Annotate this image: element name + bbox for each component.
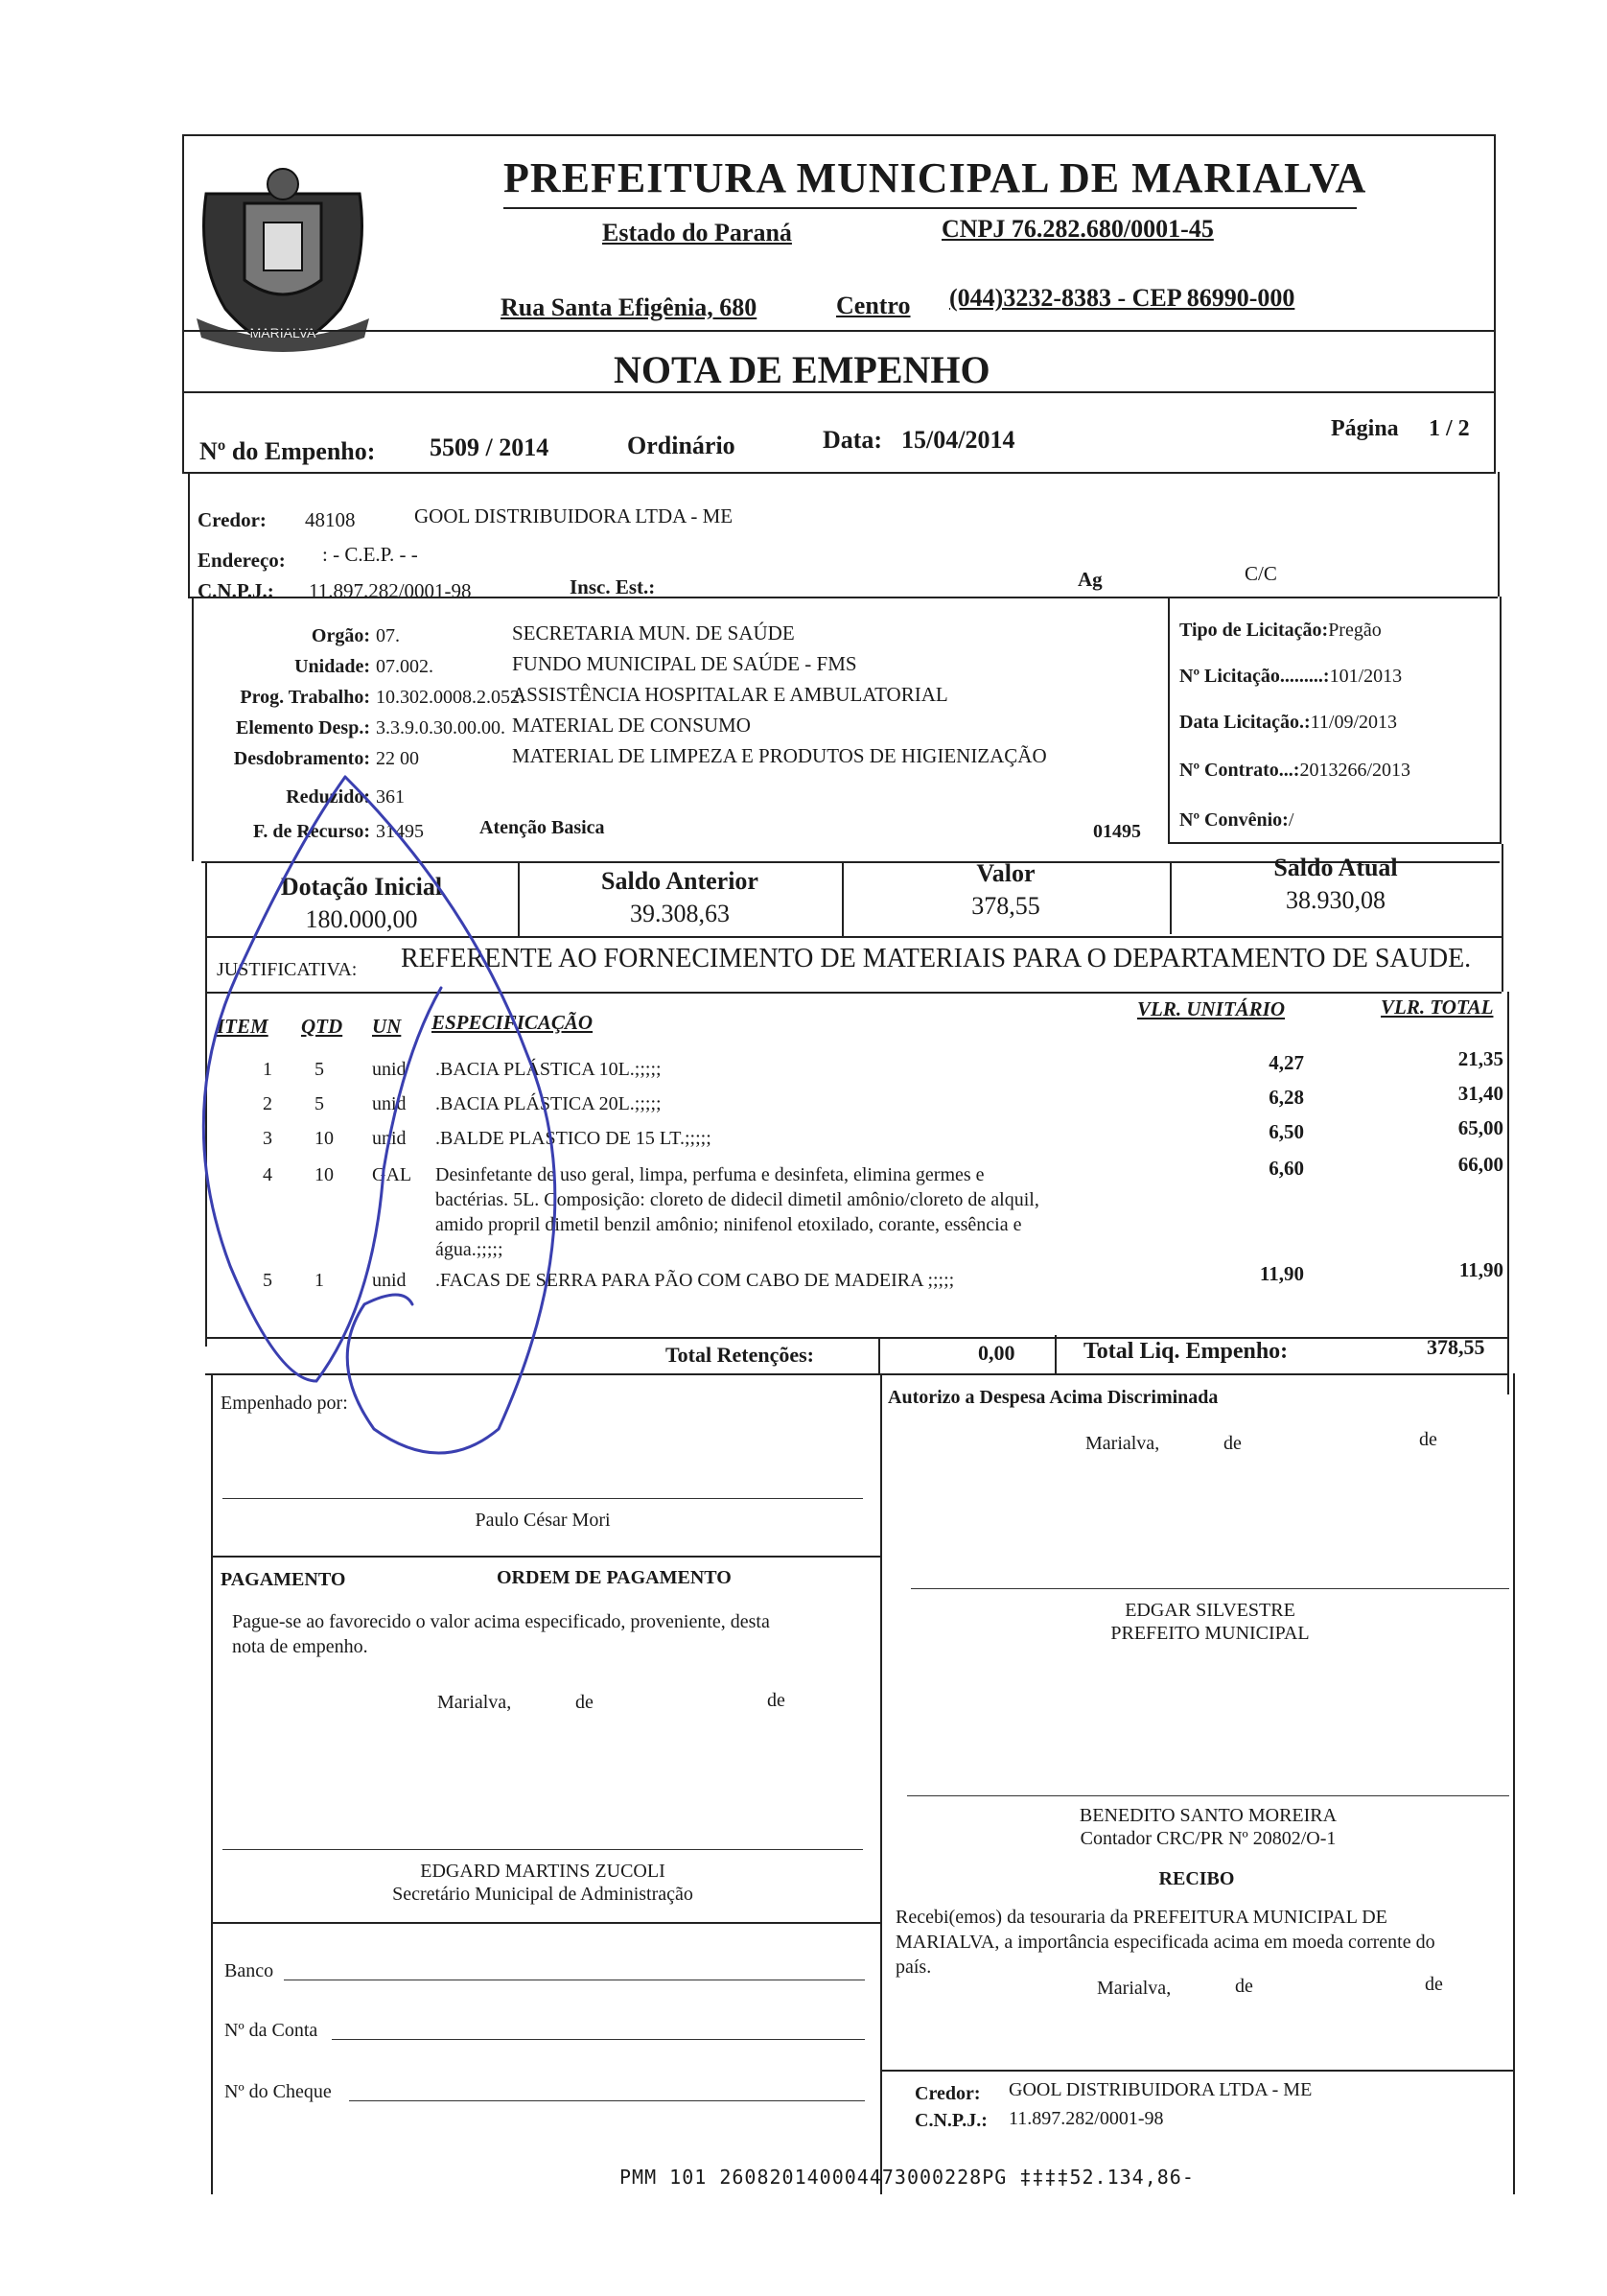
budget-label: F. de Recurso:: [252, 821, 370, 842]
bid-row: [1179, 809, 1293, 832]
pague-text-1: Pague-se ao favorecido o valor acima especificado, proveniente, desta: [232, 1611, 770, 1632]
item-qty: 10: [314, 1128, 334, 1149]
secretario-title: Secretário Municipal de Administração: [392, 1884, 693, 1905]
col-unit-price: VLR. UNITÁRIO: [1137, 997, 1286, 1020]
bid-row: [1179, 620, 1382, 642]
recibo-place: Marialva,: [1097, 1978, 1172, 1999]
autorizo-label: Autorizo a Despesa Acima Discriminada: [888, 1387, 1219, 1408]
budget-desc: ASSISTÊNCIA HOSPITALAR E AMBULATORIAL: [512, 683, 948, 706]
prefeito-title: PREFEITO MUNICIPAL: [1110, 1623, 1310, 1644]
pagamento-label: PAGAMENTO: [221, 1569, 346, 1590]
cheque-number-label: Nº do Cheque: [224, 2081, 332, 2102]
budget-label: Prog. Trabalho:: [240, 687, 370, 708]
justification-text: REFERENTE AO FORNECIMENTO DE MATERIAIS PARA O DEPARTAMENTO DE SAUDE.: [401, 944, 1472, 973]
pague-de-1: de: [575, 1692, 594, 1713]
recibo-de-1: de: [1235, 1976, 1253, 1997]
contador-title: Contador CRC/PR Nº 20802/O-1: [1080, 1828, 1337, 1849]
account-number-label: Nº da Conta: [224, 2020, 318, 2041]
item-number: 2: [263, 1093, 272, 1114]
state-name: Estado do Paraná: [602, 219, 792, 246]
ordem-pagamento-label: ORDEM DE PAGAMENTO: [497, 1567, 732, 1588]
retencoes-value: 0,00: [978, 1341, 1015, 1365]
autorizo-de-1: de: [1223, 1433, 1242, 1454]
budget-desc: FUNDO MUNICIPAL DE SAÚDE - FMS: [512, 652, 857, 675]
item-unit-price: 4,27: [1269, 1051, 1304, 1074]
creditor-code: 48108: [305, 508, 356, 531]
empenho-date: 15/04/2014: [901, 426, 1015, 454]
item-unit-price: 6,60: [1269, 1157, 1304, 1180]
item-unit: unid: [372, 1059, 407, 1080]
pague-place: Marialva,: [437, 1692, 512, 1713]
item-qty: 5: [314, 1093, 324, 1114]
item-spec-line: Desinfetante de uso geral, limpa, perfuma e desinfeta, elimina germes e: [435, 1164, 985, 1185]
recibo-text-1: Recebi(emos) da tesouraria da PREFEITURA MUNICIPAL DE: [896, 1907, 1387, 1928]
insc-est-label: Insc. Est.:: [570, 575, 656, 598]
saldo-anterior-value: 39.308,63: [630, 900, 730, 927]
dotacao-value: 180.000,00: [305, 905, 418, 933]
item-unit-price: 11,90: [1259, 1262, 1304, 1285]
item-number: 5: [263, 1270, 272, 1291]
item-total: 66,00: [1457, 1153, 1503, 1176]
bid-row: [1179, 666, 1402, 688]
item-number: 1: [263, 1059, 272, 1080]
recibo-de-2: de: [1425, 1974, 1443, 1995]
budget-desc: MATERIAL DE CONSUMO: [512, 714, 751, 737]
address-value: : - C.E.P. - -: [322, 543, 418, 566]
budget-label: Elemento Desp.:: [236, 717, 370, 738]
item-unit: unid: [372, 1270, 407, 1291]
valor-value: 378,55: [971, 892, 1040, 920]
bid-label: Tipo de Licitação:: [1179, 620, 1329, 641]
saldo-atual-value: 38.930,08: [1286, 886, 1386, 914]
cnpj-label: C.N.P.J.:: [198, 579, 274, 602]
empenhado-label: Empenhado por:: [221, 1393, 348, 1414]
autorizo-place: Marialva,: [1085, 1433, 1160, 1454]
item-spec-line: .FACAS DE SERRA PARA PÃO COM CABO DE MADEIRA ;;;;;: [435, 1270, 955, 1291]
municipality-title: PREFEITURA MUNICIPAL DE MARIALVA: [503, 154, 1367, 201]
bid-label: Nº Licitação.........:: [1179, 666, 1330, 687]
budget-desc: Atenção Basica: [479, 817, 605, 838]
budget-code: 361: [376, 786, 405, 808]
budget-label: Desdobramento:: [233, 748, 370, 769]
bid-value: /: [1288, 809, 1294, 831]
recibo-credor-name: GOOL DISTRIBUIDORA LTDA - ME: [1009, 2079, 1313, 2100]
item-unit: unid: [372, 1128, 407, 1149]
date-label: Data:: [823, 426, 883, 454]
item-total: 11,90: [1458, 1258, 1503, 1281]
recibo-cnpj: 11.897.282/0001-98: [1009, 2108, 1164, 2129]
empenho-type: Ordinário: [627, 432, 735, 459]
item-total: 21,35: [1457, 1047, 1503, 1070]
pen-mark: [153, 767, 652, 1477]
bid-label: Nº Convênio:: [1179, 809, 1289, 831]
account-label: C/C: [1245, 562, 1277, 585]
agency-label: Ag: [1078, 568, 1103, 591]
item-spec-line: amido propril dimetil benzil amônio; ninifenol etoxilado, corante, essência e: [435, 1214, 1022, 1235]
page-number: 1 / 2: [1429, 416, 1470, 441]
bank-label: Banco: [224, 1960, 274, 1981]
liquido-value: 378,55: [1427, 1335, 1485, 1359]
street-address: Rua Santa Efigênia, 680: [501, 293, 757, 321]
contador-name: BENEDITO SANTO MOREIRA: [1079, 1805, 1338, 1826]
dotacao-label: Dotação Inicial: [280, 873, 443, 901]
col-qtd: QTD: [301, 1015, 343, 1038]
bid-row: [1179, 712, 1397, 734]
empenhado-name: Paulo César Mori: [475, 1510, 611, 1531]
resource-code: 01495: [1093, 821, 1141, 842]
recibo-cnpj-label: C.N.P.J.:: [915, 2110, 988, 2131]
empenho-number-label: Nº do Empenho:: [199, 437, 376, 465]
cnpj-header: CNPJ 76.282.680/0001-45: [942, 215, 1214, 243]
budget-code: 07.: [376, 625, 400, 646]
footer-code: PMM 101 260820140004473000228PG ‡‡‡‡52.134,86-: [619, 2166, 1195, 2189]
creditor-label: Credor:: [198, 508, 267, 531]
budget-label: Unidade:: [294, 656, 370, 677]
budget-code: 10.302.0008.2.052.: [376, 687, 524, 708]
recibo-credor-label: Credor:: [915, 2083, 981, 2104]
creditor-cnpj: 11.897.282/0001-98: [309, 579, 472, 602]
budget-code: 3.3.9.0.30.00.00.: [376, 717, 505, 738]
col-un: UN: [372, 1015, 402, 1038]
recibo-text-3: país.: [896, 1956, 932, 1978]
recibo-label: RECIBO: [1158, 1868, 1235, 1889]
budget-code: 07.002.: [376, 656, 433, 677]
budget-label: Orgão:: [311, 625, 370, 646]
item-number: 4: [263, 1164, 272, 1185]
pague-de-2: de: [767, 1690, 785, 1711]
phone-cep: (044)3232-8383 - CEP 86990-000: [949, 284, 1295, 312]
saldo-atual-label: Saldo Atual: [1273, 854, 1398, 881]
justification-label: JUSTIFICATIVA:: [217, 959, 358, 980]
item-number: 3: [263, 1128, 272, 1149]
budget-desc: MATERIAL DE LIMPEZA E PRODUTOS DE HIGIENIZAÇÃO: [512, 744, 1047, 767]
item-unit-price: 6,28: [1269, 1086, 1304, 1109]
retencoes-label: Total Retenções:: [665, 1343, 814, 1367]
bid-label: Data Licitação.:: [1179, 712, 1311, 733]
bid-label: Nº Contrato...:: [1179, 760, 1300, 781]
item-unit-price: 6,50: [1269, 1120, 1304, 1143]
col-item: ITEM: [217, 1015, 268, 1038]
item-unit: GAL: [372, 1164, 412, 1185]
bid-value: 11/09/2013: [1310, 712, 1398, 733]
item-spec-line: .BACIA PLÁSTICA 20L.;;;;;: [435, 1093, 662, 1114]
document-title: NOTA DE EMPENHO: [614, 348, 990, 391]
budget-desc: SECRETARIA MUN. DE SAÚDE: [512, 621, 795, 644]
item-unit: unid: [372, 1093, 407, 1114]
creditor-name: GOOL DISTRIBUIDORA LTDA - ME: [414, 504, 734, 527]
budget-code: 22 00: [376, 748, 419, 769]
item-spec-line: água.;;;;;: [435, 1239, 503, 1260]
item-total: 31,40: [1457, 1082, 1503, 1105]
autorizo-de-2: de: [1419, 1429, 1437, 1450]
empenho-number: 5509 / 2014: [430, 433, 549, 461]
col-spec: ESPECIFICAÇÃO: [431, 1011, 594, 1034]
bid-value: 101/2013: [1329, 666, 1403, 687]
budget-code: 31495: [376, 821, 424, 842]
secretario-name: EDGARD MARTINS ZUCOLI: [420, 1861, 665, 1882]
col-total: VLR. TOTAL: [1381, 996, 1494, 1019]
budget-label: Reduzido:: [286, 786, 370, 808]
saldo-anterior-label: Saldo Anterior: [601, 867, 758, 895]
item-qty: 5: [314, 1059, 324, 1080]
item-qty: 1: [314, 1270, 324, 1291]
bid-value: Pregão: [1328, 620, 1382, 641]
item-qty: 10: [314, 1164, 334, 1185]
address-label: Endereço:: [198, 549, 286, 572]
item-total: 65,00: [1457, 1116, 1503, 1139]
svg-text:MARIALVA: MARIALVA: [249, 325, 316, 340]
item-spec-line: bactérias. 5L. Composição: cloreto de didecil dimetil amônio/cloreto de alquil,: [435, 1189, 1039, 1210]
prefeito-name: EDGAR SILVESTRE: [1125, 1600, 1295, 1621]
bid-row: [1179, 760, 1410, 782]
page-label: Página: [1331, 416, 1399, 441]
liquido-label: Total Liq. Empenho:: [1083, 1339, 1289, 1364]
recibo-text-2: MARIALVA, a importância especificada acima em moeda corrente do: [896, 1932, 1435, 1953]
district: Centro: [836, 292, 911, 319]
pague-text-2: nota de empenho.: [232, 1636, 368, 1657]
item-spec-line: .BACIA PLÁSTICA 10L.;;;;;: [435, 1059, 662, 1080]
item-spec-line: .BALDE PLASTICO DE 15 LT.;;;;;: [435, 1128, 711, 1149]
bid-value: 2013266/2013: [1299, 760, 1411, 781]
valor-label: Valor: [976, 859, 1036, 887]
